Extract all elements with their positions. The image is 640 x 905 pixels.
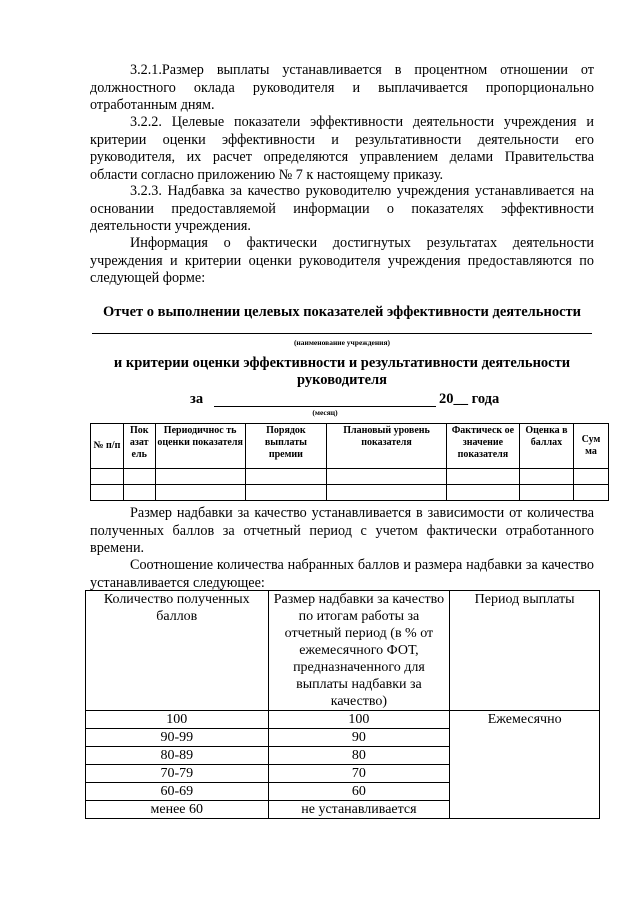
header-indicator: Пок азат ель bbox=[123, 424, 155, 469]
scale-points: 100 bbox=[86, 711, 269, 729]
scale-bonus: 80 bbox=[268, 747, 450, 765]
table-row bbox=[86, 711, 600, 729]
report-subtitle: и критерии оценки эффективности и результативности деятельности руководителя bbox=[113, 355, 571, 388]
scale-period: Ежемесячно bbox=[450, 711, 600, 819]
za-label: за bbox=[190, 391, 204, 407]
scale-header-bonus: Размер надбавки за качество по итогам работы за отчетный период (в % от ежемесячного ФОТ, предназначенного для выплаты надбавки за качество) bbox=[268, 591, 450, 711]
header-payment-order: Порядок выплаты премии bbox=[245, 424, 327, 469]
report-form-table bbox=[90, 423, 609, 501]
report-title: Отчет о выполнении целевых показателей эффективности деятельности bbox=[103, 304, 581, 320]
paragraph-3-2-2: 3.2.2. Целевые показатели эффективности деятельности учреждения и критерии оценки эффективности и результативности деятельности его руководителя, их расчет определяются управлением делами Правительства области согласно приложению № 7 к настоящему приказу. bbox=[90, 114, 594, 183]
paragraph-info: Информация о фактически достигнутых результатах деятельности учреждения и критерии оценки руководителя учреждения предоставляются по следующей форме: bbox=[90, 235, 594, 286]
scale-header-period: Период выплаты bbox=[450, 591, 600, 711]
scale-bonus: 70 bbox=[268, 765, 450, 783]
scale-points: 60-69 bbox=[86, 783, 269, 801]
header-periodicity: Периодичнос ть оценки показателя bbox=[155, 424, 245, 469]
institution-line bbox=[92, 333, 592, 334]
paragraph-ratio: Соотношение количества набранных баллов и размера надбавки за качество устанавливается следующее: bbox=[90, 557, 594, 591]
header-planned-level: Плановый уровень показателя bbox=[327, 424, 447, 469]
table-row bbox=[91, 469, 609, 485]
scale-bonus: не устанавливается bbox=[268, 801, 450, 819]
month-line bbox=[214, 406, 436, 407]
paragraph-3-2-1: 3.2.1.Размер выплаты устанавливается в процентном отношении от должностного оклада руководителя и выплачивается пропорционально отработанным дням. bbox=[90, 62, 594, 113]
scale-points: менее 60 bbox=[86, 801, 269, 819]
table-row bbox=[91, 485, 609, 501]
scale-points: 80-89 bbox=[86, 747, 269, 765]
scale-points: 70-79 bbox=[86, 765, 269, 783]
year-label: 20__ года bbox=[439, 391, 500, 407]
header-number: № п/п bbox=[91, 424, 124, 469]
paragraph-3-2-3: 3.2.3. Надбавка за качество руководителю учреждения устанавливается на основании предоставляемой информации о показателях эффективности деятельности учреждения. bbox=[90, 183, 594, 234]
header-sum: Сум ма bbox=[573, 424, 608, 469]
scale-points: 90-99 bbox=[86, 729, 269, 747]
bonus-scale-table bbox=[85, 590, 600, 819]
header-actual-value: Фактическ ое значение показателя bbox=[446, 424, 519, 469]
header-score: Оценка в баллах bbox=[519, 424, 573, 469]
paragraph-bonus-size: Размер надбавки за качество устанавливается в зависимости от количества полученных баллов за отчетный период с учетом фактически отработанного времени. bbox=[90, 505, 594, 556]
scale-header-points: Количество полученных баллов bbox=[86, 591, 269, 711]
scale-bonus: 60 bbox=[268, 783, 450, 801]
month-caption: (месяц) bbox=[312, 408, 338, 417]
scale-bonus: 90 bbox=[268, 729, 450, 747]
institution-caption: (наименование учреждения) bbox=[293, 338, 391, 347]
scale-bonus: 100 bbox=[268, 711, 450, 729]
